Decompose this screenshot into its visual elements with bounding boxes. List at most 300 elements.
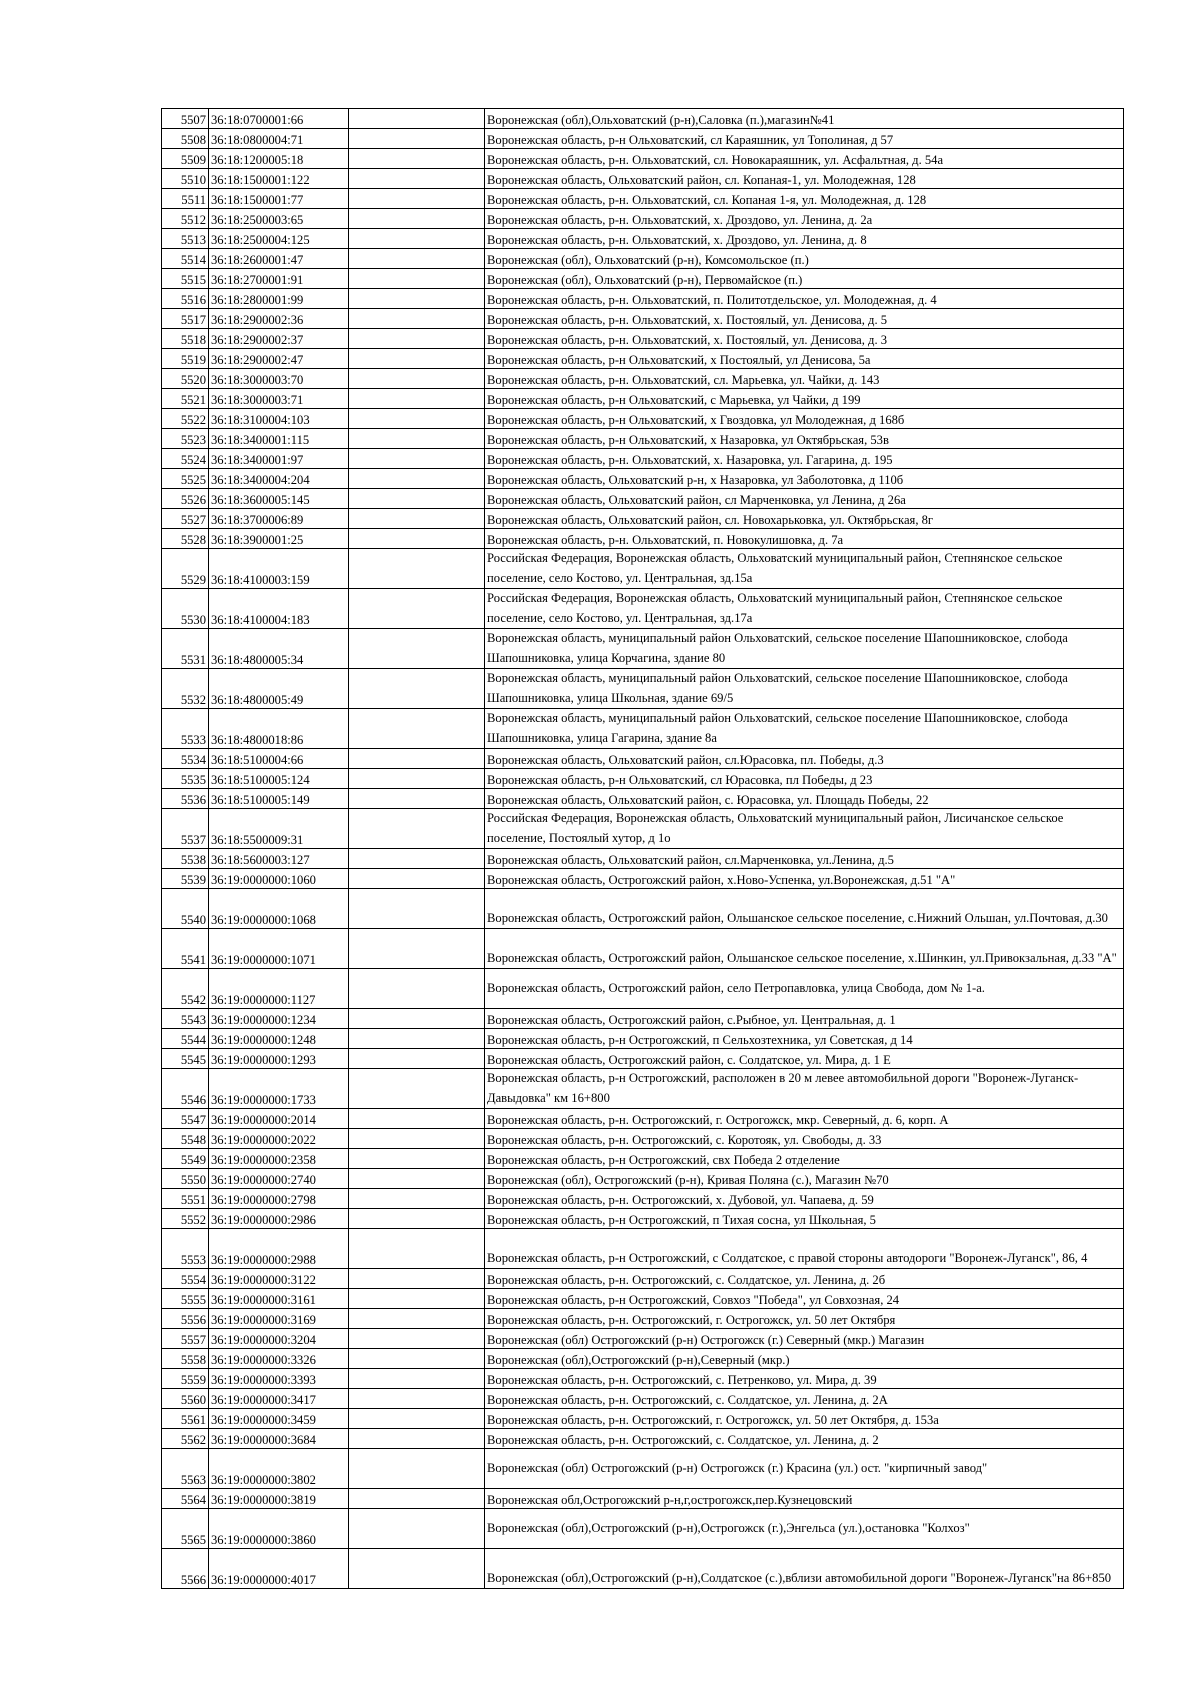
cadastral-number: 36:19:0000000:3161 bbox=[209, 1289, 349, 1309]
empty-cell bbox=[349, 529, 485, 549]
address-cell: Воронежская область, Ольховатский район, сл Марченковка, ул Ленина, д 26а bbox=[485, 489, 1124, 509]
empty-cell bbox=[349, 1489, 485, 1509]
row-number: 5557 bbox=[162, 1329, 209, 1349]
address-cell: Воронежская область, р-н. Ольховатский, х. Дроздово, ул. Ленина, д. 8 bbox=[485, 229, 1124, 249]
row-number: 5520 bbox=[162, 369, 209, 389]
table-row bbox=[162, 1489, 1124, 1509]
cadastral-number: 36:19:0000000:3860 bbox=[209, 1509, 349, 1549]
empty-cell bbox=[349, 389, 485, 409]
address-cell: Воронежская область, р-н Ольховатский, с Марьевка, ул Чайки, д 199 bbox=[485, 389, 1124, 409]
cadastral-number: 36:18:4800018:86 bbox=[209, 709, 349, 749]
table-row bbox=[162, 589, 1124, 629]
empty-cell bbox=[349, 889, 485, 929]
empty-cell bbox=[349, 429, 485, 449]
empty-cell bbox=[349, 1269, 485, 1289]
address-cell: Воронежская область, Ольховатский р-н, х Назаровка, ул Заболотовка, д 110б bbox=[485, 469, 1124, 489]
row-number: 5561 bbox=[162, 1409, 209, 1429]
table-row bbox=[162, 149, 1124, 169]
table-row bbox=[162, 229, 1124, 249]
row-number: 5535 bbox=[162, 769, 209, 789]
empty-cell bbox=[349, 269, 485, 289]
empty-cell bbox=[349, 1349, 485, 1369]
row-number: 5530 bbox=[162, 589, 209, 629]
address-cell: Воронежская область, р-н. Ольховатский, х. Дроздово, ул. Ленина, д. 2а bbox=[485, 209, 1124, 229]
row-number: 5511 bbox=[162, 189, 209, 209]
empty-cell bbox=[349, 249, 485, 269]
cadastral-number: 36:18:2500003:65 bbox=[209, 209, 349, 229]
address-cell: Воронежская область, р-н. Острогожский, с. Солдатское, ул. Ленина, д. 2А bbox=[485, 1389, 1124, 1409]
table-body bbox=[162, 109, 1124, 1589]
address-cell: Воронежская область, р-н Ольховатский, сл Караяшник, ул Тополиная, д 57 bbox=[485, 129, 1124, 149]
address-cell: Воронежская область, Ольховатский район, сл.Юрасовка, пл. Победы, д.3 bbox=[485, 749, 1124, 769]
row-number: 5528 bbox=[162, 529, 209, 549]
address-cell: Воронежская область, р-н. Острогожский, г. Острогожск, ул. 50 лет Октября, д. 153а bbox=[485, 1409, 1124, 1429]
cadastral-number: 36:19:0000000:3802 bbox=[209, 1449, 349, 1489]
empty-cell bbox=[349, 1289, 485, 1309]
table-row bbox=[162, 789, 1124, 809]
row-number: 5560 bbox=[162, 1389, 209, 1409]
row-number: 5563 bbox=[162, 1449, 209, 1489]
cadastral-number: 36:19:0000000:2986 bbox=[209, 1209, 349, 1229]
row-number: 5514 bbox=[162, 249, 209, 269]
address-cell: Воронежская область, р-н Ольховатский, х Постоялый, ул Денисова, 5а bbox=[485, 349, 1124, 369]
empty-cell bbox=[349, 1429, 485, 1449]
cadastral-number: 36:18:3000003:71 bbox=[209, 389, 349, 409]
table-row bbox=[162, 749, 1124, 769]
row-number: 5542 bbox=[162, 969, 209, 1009]
row-number: 5517 bbox=[162, 309, 209, 329]
address-cell: Воронежская (обл), Ольховатский (р-н), Комсомольское (п.) bbox=[485, 249, 1124, 269]
row-number: 5524 bbox=[162, 449, 209, 469]
cadastral-number: 36:18:3900001:25 bbox=[209, 529, 349, 549]
cadastral-number: 36:19:0000000:3326 bbox=[209, 1349, 349, 1369]
row-number: 5529 bbox=[162, 549, 209, 589]
empty-cell bbox=[349, 1169, 485, 1189]
row-number: 5525 bbox=[162, 469, 209, 489]
table-row bbox=[162, 1509, 1124, 1549]
empty-cell bbox=[349, 749, 485, 769]
address-cell: Воронежская область, р-н Острогожский, с Солдатское, с правой стороны автодороги "Воронеж-Луганск", 86, 4 bbox=[485, 1229, 1124, 1269]
cadastral-number: 36:18:2900002:36 bbox=[209, 309, 349, 329]
empty-cell bbox=[349, 1449, 485, 1489]
row-number: 5549 bbox=[162, 1149, 209, 1169]
address-cell: Воронежская область, р-н Ольховатский, сл Юрасовка, пл Победы, д 23 bbox=[485, 769, 1124, 789]
row-number: 5509 bbox=[162, 149, 209, 169]
empty-cell bbox=[349, 1109, 485, 1129]
table-row bbox=[162, 349, 1124, 369]
empty-cell bbox=[349, 409, 485, 429]
empty-cell bbox=[349, 229, 485, 249]
table-row bbox=[162, 1049, 1124, 1069]
table-row bbox=[162, 389, 1124, 409]
empty-cell bbox=[349, 1549, 485, 1589]
address-cell: Воронежская область, р-н Острогожский, Совхоз "Победа", ул Совхозная, 24 bbox=[485, 1289, 1124, 1309]
address-cell: Воронежская область, р-н. Острогожский, х. Дубовой, ул. Чапаева, д. 59 bbox=[485, 1189, 1124, 1209]
row-number: 5533 bbox=[162, 709, 209, 749]
empty-cell bbox=[349, 1509, 485, 1549]
table-row bbox=[162, 209, 1124, 229]
cadastral-number: 36:18:5600003:127 bbox=[209, 849, 349, 869]
row-number: 5553 bbox=[162, 1229, 209, 1269]
empty-cell bbox=[349, 709, 485, 749]
empty-cell bbox=[349, 489, 485, 509]
cadastral-number: 36:18:2600001:47 bbox=[209, 249, 349, 269]
cadastral-number: 36:18:3000003:70 bbox=[209, 369, 349, 389]
cadastral-number: 36:18:4800005:34 bbox=[209, 629, 349, 669]
row-number: 5539 bbox=[162, 869, 209, 889]
address-cell: Воронежская область, муниципальный район Ольховатский, сельское поселение Шапошниковское, слобода Шапошниковка, улица Школьная, здание 69/5 bbox=[485, 669, 1124, 709]
empty-cell bbox=[349, 1369, 485, 1389]
address-cell: Воронежская область, р-н. Острогожский, с. Солдатское, ул. Ленина, д. 2 bbox=[485, 1429, 1124, 1449]
row-number: 5541 bbox=[162, 929, 209, 969]
cadastral-number: 36:19:0000000:4017 bbox=[209, 1549, 349, 1589]
cadastral-number: 36:18:2800001:99 bbox=[209, 289, 349, 309]
row-number: 5538 bbox=[162, 849, 209, 869]
empty-cell bbox=[349, 969, 485, 1009]
cadastral-number: 36:19:0000000:1068 bbox=[209, 889, 349, 929]
address-cell: Воронежская область, р-н. Острогожский, с. Солдатское, ул. Ленина, д. 2б bbox=[485, 1269, 1124, 1289]
row-number: 5527 bbox=[162, 509, 209, 529]
address-cell: Воронежская область, р-н. Ольховатский, сл. Новокараяшник, ул. Асфальтная, д. 54а bbox=[485, 149, 1124, 169]
address-cell: Воронежская область, р-н Ольховатский, х Назаровка, ул Октябрьская, 53в bbox=[485, 429, 1124, 449]
empty-cell bbox=[349, 1129, 485, 1149]
row-number: 5555 bbox=[162, 1289, 209, 1309]
address-cell: Воронежская область, Острогожский район, село Петропавловка, улица Свобода, дом № 1-а. bbox=[485, 969, 1124, 1009]
table-row bbox=[162, 1269, 1124, 1289]
cadastral-number: 36:19:0000000:3459 bbox=[209, 1409, 349, 1429]
cadastral-number: 36:19:0000000:3393 bbox=[209, 1369, 349, 1389]
address-cell: Воронежская область, р-н. Острогожский, с. Петренково, ул. Мира, д. 39 bbox=[485, 1369, 1124, 1389]
empty-cell bbox=[349, 849, 485, 869]
row-number: 5536 bbox=[162, 789, 209, 809]
row-number: 5562 bbox=[162, 1429, 209, 1449]
table-row bbox=[162, 629, 1124, 669]
table-row bbox=[162, 669, 1124, 709]
cadastral-number: 36:19:0000000:2798 bbox=[209, 1189, 349, 1209]
row-number: 5515 bbox=[162, 269, 209, 289]
table-row bbox=[162, 1369, 1124, 1389]
table-row bbox=[162, 1449, 1124, 1489]
row-number: 5513 bbox=[162, 229, 209, 249]
empty-cell bbox=[349, 629, 485, 669]
row-number: 5508 bbox=[162, 129, 209, 149]
row-number: 5558 bbox=[162, 1349, 209, 1369]
row-number: 5540 bbox=[162, 889, 209, 929]
empty-cell bbox=[349, 129, 485, 149]
row-number: 5547 bbox=[162, 1109, 209, 1129]
row-number: 5507 bbox=[162, 109, 209, 129]
cadastral-number: 36:19:0000000:3684 bbox=[209, 1429, 349, 1449]
cadastral-number: 36:18:1500001:77 bbox=[209, 189, 349, 209]
empty-cell bbox=[349, 309, 485, 329]
address-cell: Воронежская (обл), Острогожский (р-н), Кривая Поляна (с.), Магазин №70 bbox=[485, 1169, 1124, 1189]
address-cell: Воронежская область, р-н Острогожский, п Сельхозтехника, ул Советская, д 14 bbox=[485, 1029, 1124, 1049]
cadastral-number: 36:18:3400004:204 bbox=[209, 469, 349, 489]
empty-cell bbox=[349, 329, 485, 349]
cadastral-number: 36:18:3600005:145 bbox=[209, 489, 349, 509]
address-cell: Воронежская область, Ольховатский район, с. Юрасовка, ул. Площадь Победы, 22 bbox=[485, 789, 1124, 809]
empty-cell bbox=[349, 549, 485, 589]
address-cell: Воронежская область, р-н. Ольховатский, сл. Марьевка, ул. Чайки, д. 143 bbox=[485, 369, 1124, 389]
table-row bbox=[162, 1109, 1124, 1129]
address-cell: Воронежская область, Острогожский район, Ольшанское сельское поселение, х.Шинкин, ул.Привокзальная, д.33 "А" bbox=[485, 929, 1124, 969]
table-row bbox=[162, 1349, 1124, 1369]
address-cell: Воронежская область, Острогожский район, х.Ново-Успенка, ул.Воронежская, д.51 "А" bbox=[485, 869, 1124, 889]
address-cell: Воронежская обл,Острогожский р-н,г,острогожск,пер.Кузнецовский bbox=[485, 1489, 1124, 1509]
table-row bbox=[162, 489, 1124, 509]
row-number: 5566 bbox=[162, 1549, 209, 1589]
table-row bbox=[162, 969, 1124, 1009]
row-number: 5510 bbox=[162, 169, 209, 189]
empty-cell bbox=[349, 369, 485, 389]
table-row bbox=[162, 1229, 1124, 1269]
table-row bbox=[162, 549, 1124, 589]
empty-cell bbox=[349, 449, 485, 469]
table-row bbox=[162, 249, 1124, 269]
empty-cell bbox=[349, 109, 485, 129]
address-cell: Воронежская область, Ольховатский район, сл. Новохарьковка, ул. Октябрьская, 8г bbox=[485, 509, 1124, 529]
row-number: 5565 bbox=[162, 1509, 209, 1549]
cadastral-number: 36:19:0000000:3169 bbox=[209, 1309, 349, 1329]
empty-cell bbox=[349, 769, 485, 789]
table-row bbox=[162, 1289, 1124, 1309]
table-row bbox=[162, 769, 1124, 789]
empty-cell bbox=[349, 209, 485, 229]
table-row bbox=[162, 1069, 1124, 1109]
table-row bbox=[162, 889, 1124, 929]
address-cell: Воронежская область, р-н Острогожский, свх Победа 2 отделение bbox=[485, 1149, 1124, 1169]
empty-cell bbox=[349, 149, 485, 169]
cadastral-number: 36:19:0000000:1733 bbox=[209, 1069, 349, 1109]
table-row bbox=[162, 1429, 1124, 1449]
address-cell: Воронежская область, р-н. Ольховатский, х. Постоялый, ул. Денисова, д. 3 bbox=[485, 329, 1124, 349]
cadastral-number: 36:18:5100005:149 bbox=[209, 789, 349, 809]
address-cell: Воронежская (обл),Острогожский (р-н),Острогожск (г.),Энгельса (ул.),остановка "Колхоз" bbox=[485, 1509, 1124, 1549]
table-row bbox=[162, 309, 1124, 329]
table-row bbox=[162, 1329, 1124, 1349]
cadastral-number: 36:18:2500004:125 bbox=[209, 229, 349, 249]
empty-cell bbox=[349, 1189, 485, 1209]
empty-cell bbox=[349, 1329, 485, 1349]
table-row bbox=[162, 1149, 1124, 1169]
table-row bbox=[162, 1129, 1124, 1149]
cadastral-number: 36:19:0000000:1248 bbox=[209, 1029, 349, 1049]
empty-cell bbox=[349, 1069, 485, 1109]
table-row bbox=[162, 429, 1124, 449]
table-row bbox=[162, 1189, 1124, 1209]
address-cell: Воронежская область, Ольховатский район, сл.Марченковка, ул.Ленина, д.5 bbox=[485, 849, 1124, 869]
table-row bbox=[162, 449, 1124, 469]
table-row bbox=[162, 809, 1124, 849]
cadastral-number: 36:19:0000000:1060 bbox=[209, 869, 349, 889]
table-row bbox=[162, 1549, 1124, 1589]
row-number: 5534 bbox=[162, 749, 209, 769]
empty-cell bbox=[349, 809, 485, 849]
address-cell: Российская Федерация, Воронежская область, Ольховатский муниципальный район, Лисичанское сельское поселение, Постоялый хутор, д 1о bbox=[485, 809, 1124, 849]
cadastral-number: 36:18:5100005:124 bbox=[209, 769, 349, 789]
table-row bbox=[162, 329, 1124, 349]
table-row bbox=[162, 189, 1124, 209]
empty-cell bbox=[349, 1049, 485, 1069]
table-row bbox=[162, 849, 1124, 869]
cadastral-number: 36:19:0000000:1293 bbox=[209, 1049, 349, 1069]
address-cell: Воронежская область, р-н. Острогожский, с. Коротояк, ул. Свободы, д. 33 bbox=[485, 1129, 1124, 1149]
table-row bbox=[162, 269, 1124, 289]
empty-cell bbox=[349, 1409, 485, 1429]
address-cell: Воронежская (обл) Острогожский (р-н) Острогожск (г.) Северный (мкр.) Магазин bbox=[485, 1329, 1124, 1349]
address-cell: Воронежская область, р-н. Ольховатский, п. Новокулишовка, д. 7а bbox=[485, 529, 1124, 549]
cadastral-number: 36:19:0000000:2740 bbox=[209, 1169, 349, 1189]
address-cell: Воронежская область, муниципальный район Ольховатский, сельское поселение Шапошниковское, слобода Шапошниковка, улица Корчагина, здание 80 bbox=[485, 629, 1124, 669]
empty-cell bbox=[349, 189, 485, 209]
table-row bbox=[162, 1029, 1124, 1049]
cadastral-number: 36:19:0000000:1127 bbox=[209, 969, 349, 1009]
empty-cell bbox=[349, 789, 485, 809]
address-cell: Воронежская (обл),Ольховатский (р-н),Саловка (п.),магазин№41 bbox=[485, 109, 1124, 129]
cadastral-number: 36:19:0000000:1071 bbox=[209, 929, 349, 969]
cadastral-number: 36:19:0000000:3122 bbox=[209, 1269, 349, 1289]
row-number: 5523 bbox=[162, 429, 209, 449]
table-row bbox=[162, 1009, 1124, 1029]
row-number: 5522 bbox=[162, 409, 209, 429]
address-cell: Воронежская область, р-н Острогожский, расположен в 20 м левее автомобильной дороги "Воронеж-Луганск-Давыдовка" км 16+800 bbox=[485, 1069, 1124, 1109]
empty-cell bbox=[349, 1309, 485, 1329]
table-row bbox=[162, 709, 1124, 749]
empty-cell bbox=[349, 1229, 485, 1269]
cadastral-number: 36:18:2700001:91 bbox=[209, 269, 349, 289]
row-number: 5554 bbox=[162, 1269, 209, 1289]
cadastral-number: 36:18:2900002:47 bbox=[209, 349, 349, 369]
row-number: 5559 bbox=[162, 1369, 209, 1389]
table-row bbox=[162, 529, 1124, 549]
row-number: 5526 bbox=[162, 489, 209, 509]
empty-cell bbox=[349, 289, 485, 309]
row-number: 5532 bbox=[162, 669, 209, 709]
row-number: 5552 bbox=[162, 1209, 209, 1229]
address-cell: Воронежская (обл) Острогожский (р-н) Острогожск (г.) Красина (ул.) ост. "кирпичный завод" bbox=[485, 1449, 1124, 1489]
address-cell: Воронежская область, р-н. Ольховатский, х. Назаровка, ул. Гагарина, д. 195 bbox=[485, 449, 1124, 469]
table-row bbox=[162, 1209, 1124, 1229]
address-cell: Воронежская область, р-н Острогожский, п Тихая сосна, ул Школьная, 5 bbox=[485, 1209, 1124, 1229]
table-row bbox=[162, 129, 1124, 149]
cadastral-number: 36:18:4100004:183 bbox=[209, 589, 349, 629]
empty-cell bbox=[349, 1149, 485, 1169]
address-cell: Воронежская область, Ольховатский район, сл. Копаная-1, ул. Молодежная, 128 bbox=[485, 169, 1124, 189]
row-number: 5551 bbox=[162, 1189, 209, 1209]
address-cell: Воронежская область, Острогожский район, Ольшанское сельское поселение, с.Нижний Ольшан, ул.Почтовая, д.30 bbox=[485, 889, 1124, 929]
table-row bbox=[162, 1409, 1124, 1429]
row-number: 5545 bbox=[162, 1049, 209, 1069]
empty-cell bbox=[349, 349, 485, 369]
cadastral-number: 36:18:2900002:37 bbox=[209, 329, 349, 349]
table-row bbox=[162, 1309, 1124, 1329]
address-cell: Воронежская область, Острогожский район, с. Солдатское, ул. Мира, д. 1 Е bbox=[485, 1049, 1124, 1069]
cadastral-number: 36:19:0000000:2014 bbox=[209, 1109, 349, 1129]
empty-cell bbox=[349, 929, 485, 969]
row-number: 5531 bbox=[162, 629, 209, 669]
empty-cell bbox=[349, 869, 485, 889]
address-cell: Воронежская область, р-н. Острогожский, г. Острогожск, ул. 50 лет Октября bbox=[485, 1309, 1124, 1329]
row-number: 5519 bbox=[162, 349, 209, 369]
table-row bbox=[162, 869, 1124, 889]
empty-cell bbox=[349, 1029, 485, 1049]
address-cell: Российская Федерация, Воронежская область, Ольховатский муниципальный район, Степнянское сельское поселение, село Костово, ул. Центральная, зд.15а bbox=[485, 549, 1124, 589]
row-number: 5516 bbox=[162, 289, 209, 309]
empty-cell bbox=[349, 589, 485, 629]
row-number: 5518 bbox=[162, 329, 209, 349]
address-cell: Воронежская область, муниципальный район Ольховатский, сельское поселение Шапошниковское, слобода Шапошниковка, улица Гагарина, здание 8а bbox=[485, 709, 1124, 749]
cadastral-number: 36:19:0000000:2022 bbox=[209, 1129, 349, 1149]
empty-cell bbox=[349, 1389, 485, 1409]
row-number: 5548 bbox=[162, 1129, 209, 1149]
table-row bbox=[162, 289, 1124, 309]
address-cell: Воронежская область, р-н. Ольховатский, п. Политотдельское, ул. Молодежная, д. 4 bbox=[485, 289, 1124, 309]
address-cell: Воронежская область, р-н. Острогожский, г. Острогожск, мкр. Северный, д. 6, корп. А bbox=[485, 1109, 1124, 1129]
table-row bbox=[162, 109, 1124, 129]
address-cell: Российская Федерация, Воронежская область, Ольховатский муниципальный район, Степнянское сельское поселение, село Костово, ул. Центральная, зд.17а bbox=[485, 589, 1124, 629]
cadastral-number: 36:18:3100004:103 bbox=[209, 409, 349, 429]
cadastral-number: 36:19:0000000:3204 bbox=[209, 1329, 349, 1349]
table-row bbox=[162, 369, 1124, 389]
row-number: 5543 bbox=[162, 1009, 209, 1029]
cadastral-number: 36:18:4800005:49 bbox=[209, 669, 349, 709]
address-table bbox=[161, 108, 1124, 1589]
cadastral-number: 36:18:3700006:89 bbox=[209, 509, 349, 529]
empty-cell bbox=[349, 1209, 485, 1229]
cadastral-number: 36:18:3400001:97 bbox=[209, 449, 349, 469]
cadastral-number: 36:19:0000000:1234 bbox=[209, 1009, 349, 1029]
empty-cell bbox=[349, 669, 485, 709]
cadastral-number: 36:18:5500009:31 bbox=[209, 809, 349, 849]
row-number: 5544 bbox=[162, 1029, 209, 1049]
cadastral-number: 36:18:4100003:159 bbox=[209, 549, 349, 589]
table-row bbox=[162, 1169, 1124, 1189]
address-cell: Воронежская (обл),Острогожский (р-н),Солдатское (с.),вблизи автомобильной дороги "Воронеж-Луганск"на 86+850 bbox=[485, 1549, 1124, 1589]
address-cell: Воронежская область, Острогожский район, с.Рыбное, ул. Центральная, д. 1 bbox=[485, 1009, 1124, 1029]
cadastral-number: 36:18:5100004:66 bbox=[209, 749, 349, 769]
cadastral-number: 36:19:0000000:2358 bbox=[209, 1149, 349, 1169]
empty-cell bbox=[349, 469, 485, 489]
row-number: 5556 bbox=[162, 1309, 209, 1329]
cadastral-number: 36:18:0800004:71 bbox=[209, 129, 349, 149]
cadastral-number: 36:19:0000000:3417 bbox=[209, 1389, 349, 1409]
row-number: 5564 bbox=[162, 1489, 209, 1509]
address-cell: Воронежская область, р-н Ольховатский, х Гвоздовка, ул Молодежная, д 168б bbox=[485, 409, 1124, 429]
cadastral-number: 36:18:1200005:18 bbox=[209, 149, 349, 169]
cadastral-number: 36:19:0000000:2988 bbox=[209, 1229, 349, 1269]
table-row bbox=[162, 469, 1124, 489]
empty-cell bbox=[349, 169, 485, 189]
row-number: 5550 bbox=[162, 1169, 209, 1189]
row-number: 5537 bbox=[162, 809, 209, 849]
table-row bbox=[162, 1389, 1124, 1409]
cadastral-number: 36:18:1500001:122 bbox=[209, 169, 349, 189]
address-cell: Воронежская (обл),Острогожский (р-н),Северный (мкр.) bbox=[485, 1349, 1124, 1369]
table-row bbox=[162, 409, 1124, 429]
table-row bbox=[162, 929, 1124, 969]
row-number: 5521 bbox=[162, 389, 209, 409]
empty-cell bbox=[349, 509, 485, 529]
row-number: 5546 bbox=[162, 1069, 209, 1109]
table-row bbox=[162, 509, 1124, 529]
cadastral-number: 36:18:0700001:66 bbox=[209, 109, 349, 129]
empty-cell bbox=[349, 1009, 485, 1029]
address-cell: Воронежская область, р-н. Ольховатский, х. Постоялый, ул. Денисова, д. 5 bbox=[485, 309, 1124, 329]
table-row bbox=[162, 169, 1124, 189]
cadastral-number: 36:18:3400001:115 bbox=[209, 429, 349, 449]
address-cell: Воронежская область, р-н. Ольховатский, сл. Копаная 1-я, ул. Молодежная, д. 128 bbox=[485, 189, 1124, 209]
cadastral-number: 36:19:0000000:3819 bbox=[209, 1489, 349, 1509]
